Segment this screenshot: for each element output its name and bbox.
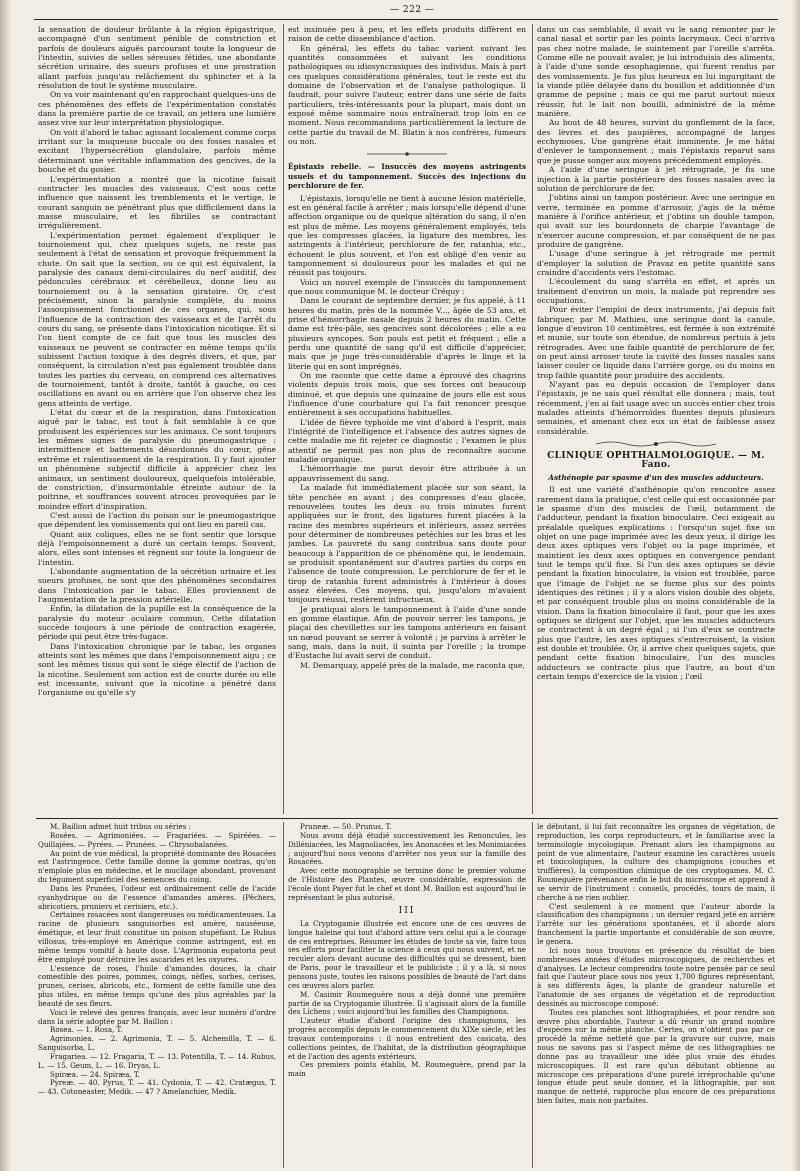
section-title: CLINIQUE OPHTHALMOLOGIQUE. — M. Fano. xyxy=(547,451,765,471)
paragraph: Il est une variété d'asthénopie qu'on rencontre assez rarement dans la pratique, c'est celle qui est occasionnée par le spasme d'un des muscles de l'œil, notamment de l'adducteur, pendant la fixation binoculaire. Ceci exigeait au préalable quelques explications : l'orsqu'un sujet fixe un objet on une page imprimée avec les deux yeux, il dirige les deux axes optiques vers l'objet ou la page imprimée, et maintient les deux axes optiques en convergence pendant tout le temps qu'il fixe. Si l'un des axes optiques se dévie pendant la fixation binoculaire, la vision est troublée, parce que l'image de l'objet ne se forme plus sur des points identiques des rétines ; il y a alors vision double des objets, et par conséquent trouble plus ou moins considérable de la vision. Dans la fixation binoculaire il faut, pour que les axes optiques se dirigent sur l'objet, que les muscles adducteurs se contractent à un degré égal ; si l'un d'eux se contracte plus que l'autre, les axes optiques s'entrecroisent, la vision est double et troublée. Or, il arrive chez quelques sujets, que pendant cette fixation binoculaire, l'un des muscles adducteurs se contracte plus que l'autre, au bout d'un certain temps d'exercice de la vision ; l'œil xyxy=(537,485,775,682)
paragraph: Dans les Prunées, l'odeur est ordinairement celle de l'acide cyanhydrique ou de l'essence d'amandes amères. (Pêchers, abricotiers, pruniers et cerisiers, etc.). xyxy=(38,883,276,911)
article-ophthalmology-column xyxy=(537,25,775,813)
paragraph: L'usage d'une seringue à jet rétrograde me permit d'employer la solution de Pravaz en petite quantité sans craindre d'accidents vers l'estomac. xyxy=(537,249,775,277)
bottom-column-3 xyxy=(537,823,775,1168)
ornament-divider xyxy=(537,440,775,448)
paragraph: M. Casimir Roumeguère nous a déjà donné une première partie de sa Cryptogamie illustrée. Il s'agissait alors de la famille des Lichens ; voici aujourd'hui les familles des Champignons. xyxy=(288,989,526,1017)
paragraph: J'obtins ainsi un tampon postérieur. Avec une seringue en verre, terminée en pomme d'arrosoir, j'agis de la même manière à l'orifice antérieur, et j'obtins un double tampon, qui avait sur les bourdonnets de charpie l'avantage de n'exercer aucune compression, et par conséquent de ne pas produire de gangrène. xyxy=(537,193,775,249)
paragraph: Je pratiquai alors le tamponnement à l'aide d'une sonde en gomme élastique. Afin de pouvoir serrer les tampons, je plaçai des chevillettes sur les tampons antérieurs en faisant un nœud pouvant se serrer à volonté ; je parvins à arrêter le sang, mais, dans la nuit, il suinta par l'oreille ; la trompe d'Eustache lui avait servi de conduit. xyxy=(288,604,526,661)
paragraph: dans un cas semblable, il avait vu le sang remonter par le canal nasal et sortir par les points lacrymaux. Ceci n'arriva pas chez notre malade, le suintement par l'oreille s'arrêta. Comme elle ne pouvait avaler, je lui introduisis des aliments, à l'aide d'une sonde œsophagienne, qui furent rendus par des vomissements. Je fus plus heureux en lui ingurgitant de la viande pilée délayée dans du bouillon et additionnée d'un gramme de pepsine ; mais ce qui me parut surtout mieux réussir, fut le lait non bouilli, administré de la même manière. xyxy=(537,25,775,119)
horizontal-rule xyxy=(36,818,778,819)
paragraph: Nous avons déjà étudié successivement les Renoncules, les Dilléniacées, les Magnoliacées, les Anonacées et les Monimiacées ; aujourd'hui nous venons d'arrêter nos yeux sur la famille des Rosacées. xyxy=(288,830,526,867)
page-edge xyxy=(792,0,800,1171)
paragraph: L'abondante augmentation de la sécrétion urinaire et les sueurs profuses, ne sont que des phénomènes secondaires dans l'intoxication par le tabac. Elles proviennent de l'augmentation de la pression artérielle. xyxy=(38,566,276,604)
paragraph: Fragariea. — 12. Fragaria, T. — 13. Potentilla, T. — 14. Rubus, L. — 15. Geum, L. — 16. Dryas, L. xyxy=(38,1051,276,1070)
bottom-column-1 xyxy=(38,823,276,1168)
paragraph: L'idée de fièvre typhoïde me vint d'abord à l'esprit, mais l'intégrité de l'intelligence et l'absence des autres signes de cette maladie me fit rejeter ce diagnostic ; l'examen le plus attentif ne permit pas non plus de reconnaître aucune maladie organique. xyxy=(288,417,526,465)
paragraph: Rosea. — 1. Rosa, T. xyxy=(50,1025,123,1035)
paragraph: Au point de vue médical, la propriété dominante des Rosacées est l'astringence. Cette famille donne la gomme nostras, qu'on n'emploie plus en médecine, et le mucilage abondant, provenant du tégument superficiel des semences du coing. xyxy=(38,848,276,885)
paragraph: M. Baillon admet huit tribus ou séries : xyxy=(50,823,192,831)
paragraph: L'état du cœur et de la respiration, dans l'intoxication aiguë par le tabac, est tout à fait semblable à ce que produisent les expériences sur les animaux. Ce sont toujours les mêmes signes de paralysie du pneumogastrique : intermittence et battements désordonnés du cœur, gêne extrême et ralentissement de la respiration. Il y faut ajouter un phénomène subjectif difficile à apprécier chez les animaux, un sentiment douloureux, quelquefois intolérable, de constriction, d'insurmontable étreinte autour de la poitrine, et souffrances souvent atroces provoquées par le moindre effort d'inspiration. xyxy=(38,408,276,511)
column-divider xyxy=(283,24,284,814)
paragraph: On va voir maintenant qu'en rapprochant quelques-uns de ces phénomènes des effets de l'expérimentation constatés dans la première partie de ce travail, on jettera une lumière assez vive sur leur interprétation physiologique. xyxy=(38,90,276,128)
paragraph: Dans le courant de septembre dernier, je fus appelé, à 11 heures du matin, près de la nommée V..., âgée de 53 ans, et prise d'hémorrhagie nasale depuis 2 heures du matin. Cette dame est très-pâle, ses gencives sont décolorées ; elle a eu plusieurs syncopes. Son pouls est petit et fréquent ; elle a perdu une quantité de sang qu'il est difficile d'apprécier, mais que je juge très-considérable d'après le linge et la literie qui en sont imprégnés. xyxy=(288,296,526,371)
paragraph: L'expérimentation a montré que la nicotine faisait contracter les muscles des vaisseaux. C'est sous cette influence que naissent les tremblements et le vertige, le courant sanguin ne pénétrant plus que difficilement dans la masse musculaire, et les fibrilles se contractant irrégulièrement. xyxy=(38,174,276,231)
paragraph: le débutant, il lui fait reconnaître les organes de végétation, de reproduction, les corps reproducteurs, et le familiarise avec la terminologie mycologique. Prenant alors les champignons au point de vue alimentaire, l'auteur examine les caractères usuels et toxicologiques, la culture des champignons (couches et truffières), la composition chimique de ces cryptogames. M. C. Roumeguère prévenance enfin le but du microscope et apprend à se servir de l'instrument : conseils, procédés, tours de main, il cherche à ne rien oublier. xyxy=(537,823,775,902)
article-epistaxis-column xyxy=(288,25,526,813)
paragraph: Agrimoniea. — 2. Agrimonia, T. — 5. Alchemilla, T. — 6. Sanguisorba, L. xyxy=(38,1034,276,1053)
column-divider xyxy=(532,822,533,1168)
paragraph: Voici un nouvel exemple de l'insuccès du tamponnement que nous communique M. le docteur Créquy : xyxy=(288,277,526,296)
binding-shadow xyxy=(0,0,12,1171)
paragraph: C'est aussi de l'action du poison sur le pneumogastrique que dépendent les vomissements qui ont lieu en pareil cas. xyxy=(38,510,276,530)
paragraph: Pruneæ. — 50. Prunus, T. xyxy=(300,823,392,831)
paragraph: L'hémorrhagie me parut devoir être attribuée à un appauvrissement du sang. xyxy=(288,464,526,483)
column-divider xyxy=(283,822,284,1168)
paragraph: Pyreæ. — 40. Pyrus, T. — 41. Cydonia, T. — 42. Cratægus, T. — 43. Cotoneaster, Medik. — 47 ? Amelanchier, Medik. xyxy=(38,1078,276,1097)
paragraph: Voici le relevé des genres français, avec leur numéro d'ordre dans la série adoptée par M. Baillon : xyxy=(38,1007,276,1026)
paragraph: Ici nous nous trouvons en présence du résultat de bien nombreuses années d'études microscopiques, de recherches et d'analyses. Le lecteur comprendra toute notre pensée par ce seul fait que l'auteur place sous nos yeux 1,700 figures représentant, à ses différents âges, la plante de grandeur naturelle et l'anatomie de ses organes de végétation et de reproduction dessinés au microscope composé. xyxy=(537,945,775,1008)
page-header xyxy=(0,4,800,20)
paragraph: est insinuée peu à peu, et les effets produits diffèrent en raison de cette dissemblance d'action. xyxy=(288,25,526,44)
paragraph: Ces premiers points établis, M. Roumeguère, prend par la main xyxy=(288,1060,526,1079)
paragraph: On me raconte que cette dame a éprouvé des chagrins violents depuis trois mois, que ses forces ont beaucoup diminué, et que depuis une quinzaine de jours elle est sous l'influence d'une courbature qui l'a fait renoncer presque entièrement à ses occupations habituelles. xyxy=(288,371,526,418)
paragraph: Quant aux coliques, elles ne se font sentir que lorsque déjà l'empoisonnement a duré un certain temps. Souvent, alors, elles sont intenses et règnent sur toute la longueur de l'intestin. xyxy=(38,529,276,567)
paragraph: Dans l'intoxication chronique par le tabac, les organes atteints sont les mêmes que dans l'empoisonnement aigu ; ce sont les mêmes tissus qui sont le siége électif de l'action de la nicotine. Seulement son action est de courte durée ou elle est incessante, suivant que la nicotine a pénétré dans l'organisme ou qu'elle s'y xyxy=(38,641,276,698)
paragraph: Certaines rosacées sont dangereuses ou médicamenteuses. La racine de plusieurs sanguisorbes est amère, nauséeuse, émétique, et leur fruit constitue un poison stupéfiant. Le Rubus villosus, très-employé en Amérique comme astringent, est en même temps vomitif à haute dose. L'Agrimonia eupatoria peut être employé pour détruire les ascarides et les oxyures. xyxy=(38,910,276,964)
epistaxis-heading: Épistaxis rebelle. — Insuccès des moyens astringents usuels et du tamponnement. Succès des injections du perchlorure de fer. xyxy=(288,162,526,191)
paragraph: C'est seulement à ce moment que l'auteur aborde la classification des champignons ; un dernier regard jeté en arrière l'arrête sur les générations spontanées, et il aborde alors franchement la partie importante et considérable de son œuvre, le genera. xyxy=(537,901,775,946)
paragraph: En général, les effets du tabac varient suivant les quantités consommées et suivant les conditions pathologiques ou idiosyncrasiques des individus. Mais à part ces quelques considérations générales, tout le reste est du domaine de l'observation et de l'analyse pathologique. Il faudrait, pour suivre l'auteur, entrer dans une série de faits particuliers, très-intéressants pour la plupart, mais dont un exposé même sommaire nous entraînerait trop loin en ce moment. Nous recommandons particulièrement la lecture de cette partie du travail de M. Blatin à nos confrères, fumeurs ou non. xyxy=(288,43,526,147)
part-number: III xyxy=(398,905,416,916)
paragraph: N'ayant pas eu depuis occasion de l'employer dans l'épistaxis, je ne sais quel résultat elle donnera ; mais, tout récemment, j'en ai fait usage avec un succès entier chez trois malades atteints d'hémorroïdes fluentes depuis plusieurs semaines, et amenant chez eux un état de faiblesse assez considérable. xyxy=(537,380,775,436)
ornament-divider xyxy=(288,150,526,158)
paragraph: la sensation de douleur brûlante à la région épigastrique, accompagné d'un sentiment pénible de constriction et parfois de douleurs aiguës parcourant toute la longueur de l'intestin, suivies de selles séreuses fétides, une abondante sécrétion urinaire, des sueurs profuses et une prostration allant parfois jusqu'au relâchement du sphincter et à la résolution de tout le système musculaire. xyxy=(38,25,276,91)
bottom-column-2 xyxy=(288,823,526,1168)
paragraph: Avec cette monographie se termine donc le premier volume de l'Histoire des Plantes, œuvre considérable, expression de l'école dont Payer fut le chef et dont M. Baillon est aujourd'hui le représentant le plus autorisé. xyxy=(288,866,526,902)
paragraph: A l'aide d'une seringue à jet rétrograde, je fis une injection à la partie postérieure des fosses nasales avec la solution de perchlorure de fer. xyxy=(537,165,775,193)
paragraph: L'essence de roses, l'huile d'amandes douces, la chair comestible des poires, pommes, coings, nèfles, sorbes, cerises, prunes, cerises, abricots, etc., forment de cette famille une des plus utiles, en même temps qu'une des plus agréables par la beauté de ses fleurs. xyxy=(38,963,276,1008)
article-tobacco-column xyxy=(38,25,276,813)
paragraph: Toutes ces planches sont lithographiées, et pour rendre son œuvre plus abordable, l'auteur a dû réunir un grand nombre d'espèces sur la même planche. Certes, on n'obtient pas par ce procédé la même netteté que par la gravure sur cuivre, mais nous ne savons pas si l'aspect même de ces lithographies ne donne pas au travailleur une idée plus vraie des études microscopiques. Il est rare qu'un débutant obtienne au microscope ces préparations d'une pureté irréprochable qu'une longue étude peut seule donner, et la lithographie, par son manque de netteté, rapproche plus encore de ces préparations bien faites, mais non parfaites. xyxy=(537,1007,775,1106)
paragraph: On voit d'abord le tabac agissant localement comme corps irritant sur la muqueuse buccale ou des fosses nasales et excitant l'hypersécrétion glandulaire, parfois même déterminant une véritable inflammation des gencives, de la bouche et du gosier. xyxy=(38,127,276,175)
page-number: — 222 — xyxy=(390,5,435,15)
paragraph: Rosées. — Agrimoniées. — Fragariées. — Spiréées. — Quillajées. — Pyrées. — Prunées. — Chrysobalanées. xyxy=(38,830,276,849)
paragraph: La Cryptogamie illustrée est encore une de ces œuvres de longue haleine qui tout d'abord attire vers celui qui a le courage de ces entreprises. Résumer les études de toute sa vie, faire tous ses efforts pour faciliter la science à ceux qui nous suivent, et ne reculer alors devant aucune des difficultés qui se dressent, bien de Paris, pour le travailleur et le publiciste ; il y a là, si nous pensons juste, toutes les raisons possibles de beauté de l'art dans ces œuvres alors parler. xyxy=(288,918,526,990)
paragraph: La malade fut immédiatement placée sur son séant, la tête penchée en avant ; des compresses d'eau glacée, renouvelées toutes les deux ou trois minutes furent appliquées sur le front, des ligatures furent placées à la racine des membres supérieurs et inférieurs, assez serrées pour déterminer de nombreuses petéchies sur les bras et les jambes. La pauvreté du sang contribua sans doute pour beaucoup à l'apparition de ce phénomène qui, le lendemain, se produisit spontanément sur d'autres parties du corps en l'absence de toute compression. Le perchlorure de fer et le tirop de ratanhia furent administrés à l'intérieur à doses assez élevées. Ces moyens, qui, jusqu'alors m'avaient toujours réussi, restèrent infructueux. xyxy=(288,483,526,605)
paragraph: L'expérimentation permet également d'expliquer le tournoiement qui, chez quelques sujets, ne reste pas seulement à l'état de sensation et provoque fréquemment la chute. On sait que la section, ou ce qui est équivalent, la paralysie des canaux demi-circulaires du nerf auditif, des pédoncules cérébraux et cérébelleux, donne lieu au tournoiement ou à la sensation giratoire. Or, c'est précisément, sinon la paralysie complète, du moins l'assoupissement fonctionnel de ces organes, qui, sous l'influence de la contraction des vaisseaux et de l'arrêt du cours du sang, se présente dans l'intoxication nicotique. Et si l'on tient compte de ce fait que tous les muscles des vaisseaux ne peuvent se contracter en même temps qu'ils subissent l'action toxique à des degrés divers, et que, par conséquent, la circulation n'est pas également troublée dans toutes les parties du cerveau, on comprend ces alternatives de tournoiement, tantôt à droite, tantôt à gauche, ou ces oscillations en avant ou en arrière que l'on observe chez les gens atteints de vertige. xyxy=(38,230,276,408)
paragraph: Pour éviter l'emploi de deux instruments, j'ai depuis fait fabriquer, par M. Mathieu, une seringue dont la canule, longue d'environ 10 centimètres, est fermée à son extrémité et munie, sur toute son étendue, de nombreux pertuis à jets rétrogrades. Avec une faible quantité de perchlorure de fer, on peut ainsi arroser toute la cavité des fosses nasales sans laisser couler ce liquide dans l'arrière gorge, ou du moins en trop faible quantité pour produire des accidents. xyxy=(537,305,775,380)
paragraph: L'auteur étudie d'abord l'origine des champignons, les progrès accomplis depuis le commencement du XIXe siècle, et les travaux contemporains : il nous entretient des casicata, des collections peintes, de l'habitat, de la distribution géographique et de l'action des agents extérieurs. xyxy=(288,1016,526,1061)
section-subtitle: Asthénopie par spasme d'un des muscles adducteurs. xyxy=(548,472,764,482)
paragraph: Au bout de 48 heures, survint du gonflement de la face, des lèvres et des paupières, accompagné de larges ecchymoses. Une gangrène était imminente. Je me hâtai d'enlever le tamponnement ; mais l'épistaxis reparut sans que je pusse songer aux moyens précédemment employés. xyxy=(537,118,775,165)
column-divider xyxy=(532,24,533,814)
paragraph: L'épistaxis, lorsqu'elle ne tient à aucune lésion matérielle, est en général facile à arrêter ; mais lorsqu'elle dépend d'une affection organique ou de quelque altération du sang, il n'en est plus de même. Les moyens généralement employés, tels que les compresses glacées, la ligature des membres, les astringents à l'intérieur, perchlorure de fer, ratanhia, etc., échouent le plus souvent, et l'on est obligé d'en venir au tamponnement si douloureux pour les malades et qui ne réussit pas toujours. xyxy=(288,193,526,278)
paragraph: Spiræa. — 24. Spiræa, T. xyxy=(50,1069,140,1079)
paragraph: L'écoulement du sang s'arrêta en effet, et après un traitement d'environ un mois, la malade put reprendre ses occupations. xyxy=(537,277,775,305)
paragraph: Enfin, la dilatation de la pupille est la conséquence de la paralysie du moteur oculaire commun. Cette dilatation succède toujours à une période de contraction exagérée, période qui peut être très-fugace. xyxy=(38,604,276,642)
paragraph: M. Demarquay, appelé près de la malade, me raconta que, xyxy=(300,660,525,670)
header-rule xyxy=(34,19,778,20)
